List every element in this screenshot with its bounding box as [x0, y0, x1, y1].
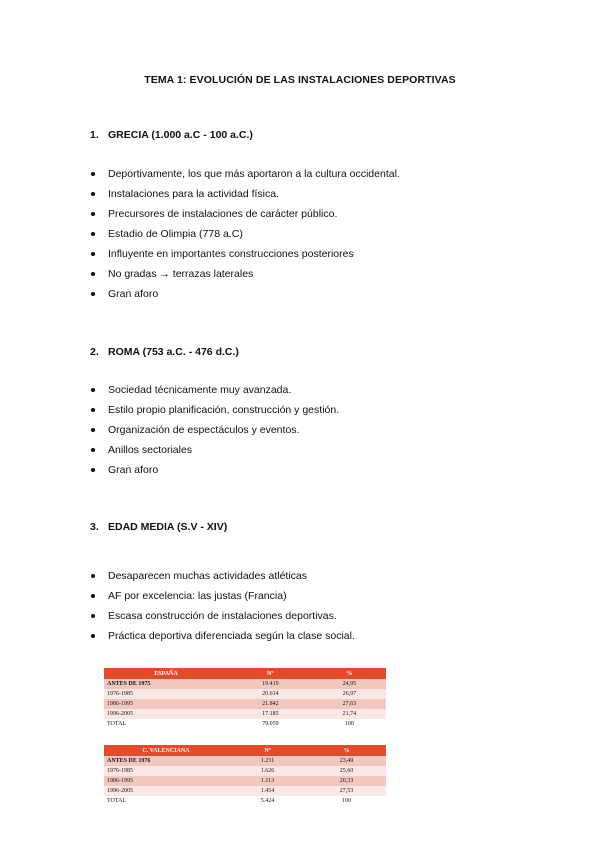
- column-header: %: [313, 668, 386, 679]
- table-header-row: [104, 745, 386, 756]
- table-cell: 20.614: [228, 689, 313, 699]
- section-heading-grecia: [90, 129, 253, 141]
- list-item: Anillos sectoriales: [90, 440, 339, 460]
- table-total-row: [104, 796, 386, 806]
- table-cell: ANTES DE 1975: [104, 679, 228, 689]
- list-item: Estadio de Olimpia (778 a.C): [90, 224, 400, 244]
- table-row: [104, 766, 386, 776]
- table-c-valenciana: [104, 745, 386, 806]
- section-heading-roma: [90, 346, 239, 358]
- table-cell: 25,60: [307, 766, 386, 776]
- column-header: Nº: [228, 668, 313, 679]
- bullet-list-grecia: [90, 164, 400, 304]
- table-cell: TOTAL: [104, 796, 228, 806]
- table-cell: 5.424: [228, 796, 307, 806]
- table-espana: [104, 668, 386, 729]
- table-cell: 17.185: [228, 709, 313, 719]
- table-header-row: [104, 668, 386, 679]
- section-title: ROMA (753 a.C. - 476 d.C.): [108, 346, 239, 358]
- column-header: %: [307, 745, 386, 756]
- list-item: Práctica deportiva diferenciada según la clase social.: [90, 626, 355, 646]
- list-item: Influyente en importantes construcciones posteriores: [90, 244, 400, 264]
- table-cell: 21,74: [313, 709, 386, 719]
- table-cell: 1976-1985: [104, 766, 228, 776]
- section-title: EDAD MEDIA (S.V - XIV): [108, 521, 228, 533]
- bullet-list-edad-media: [90, 566, 355, 646]
- table-cell: 1976-1985: [104, 689, 228, 699]
- bullet-list-roma: [90, 380, 339, 480]
- table-cell: 27,53: [307, 786, 386, 796]
- table-cell: 1996-2005: [104, 709, 228, 719]
- table-row: [104, 709, 386, 719]
- table-cell: 27,63: [313, 699, 386, 709]
- section-heading-edad-media: [90, 521, 227, 533]
- table-cell: 1.231: [228, 756, 307, 766]
- table-row: [104, 786, 386, 796]
- section-title: GRECIA (1.000 a.C - 100 a.C.): [108, 129, 253, 141]
- table-cell: 1.113: [228, 776, 307, 786]
- column-header: ESPAÑA: [104, 668, 228, 679]
- table-row: [104, 776, 386, 786]
- list-item: Precursores de instalaciones de carácter público.: [90, 204, 400, 224]
- table-row: [104, 699, 386, 709]
- table-cell: 1996-2005: [104, 786, 228, 796]
- table-cell: 1.626: [228, 766, 307, 776]
- table-cell: 100: [313, 719, 386, 729]
- list-item: Estilo propio planificación, construcción y gestión.: [90, 400, 339, 420]
- table-cell: 79.059: [228, 719, 313, 729]
- table-row: [104, 679, 386, 689]
- section-number: 2.: [90, 346, 99, 358]
- table-cell: 100: [307, 796, 386, 806]
- table-row: [104, 689, 386, 699]
- column-header: C. VALENCIANA: [104, 745, 228, 756]
- list-item: Sociedad técnicamente muy avanzada.: [90, 380, 339, 400]
- table-cell: 20,33: [307, 776, 386, 786]
- table-cell: 24,95: [313, 679, 386, 689]
- list-item: AF por excelencia: las justas (Francia): [90, 586, 355, 606]
- table-cell: 1.454: [228, 786, 307, 796]
- table-row: [104, 756, 386, 766]
- table-cell: 21.842: [228, 699, 313, 709]
- list-item: Organización de espectáculos y eventos.: [90, 420, 339, 440]
- list-item: Deportivamente, los que más aportaron a la cultura occidental.: [90, 164, 400, 184]
- list-item: Instalaciones para la actividad física.: [90, 184, 400, 204]
- list-item: Gran aforo: [90, 284, 400, 304]
- list-item: Gran aforo: [90, 460, 339, 480]
- table-total-row: [104, 719, 386, 729]
- list-item: No gradas → terrazas laterales: [90, 264, 400, 284]
- table-cell: TOTAL: [104, 719, 228, 729]
- table-cell: 1986-1995: [104, 699, 228, 709]
- list-item: Escasa construcción de instalaciones deportivas.: [90, 606, 355, 626]
- section-number: 1.: [90, 129, 99, 141]
- table-cell: 19.419: [228, 679, 313, 689]
- column-header: Nº: [228, 745, 307, 756]
- page-title: TEMA 1: EVOLUCIÓN DE LAS INSTALACIONES DEPORTIVAS: [144, 74, 456, 86]
- list-item: Desaparecen muchas actividades atléticas: [90, 566, 355, 586]
- table-cell: 26,97: [313, 689, 386, 699]
- section-number: 3.: [90, 521, 99, 533]
- table-cell: ANTES DE 1976: [104, 756, 228, 766]
- table-cell: 1986-1995: [104, 776, 228, 786]
- table-cell: 23,49: [307, 756, 386, 766]
